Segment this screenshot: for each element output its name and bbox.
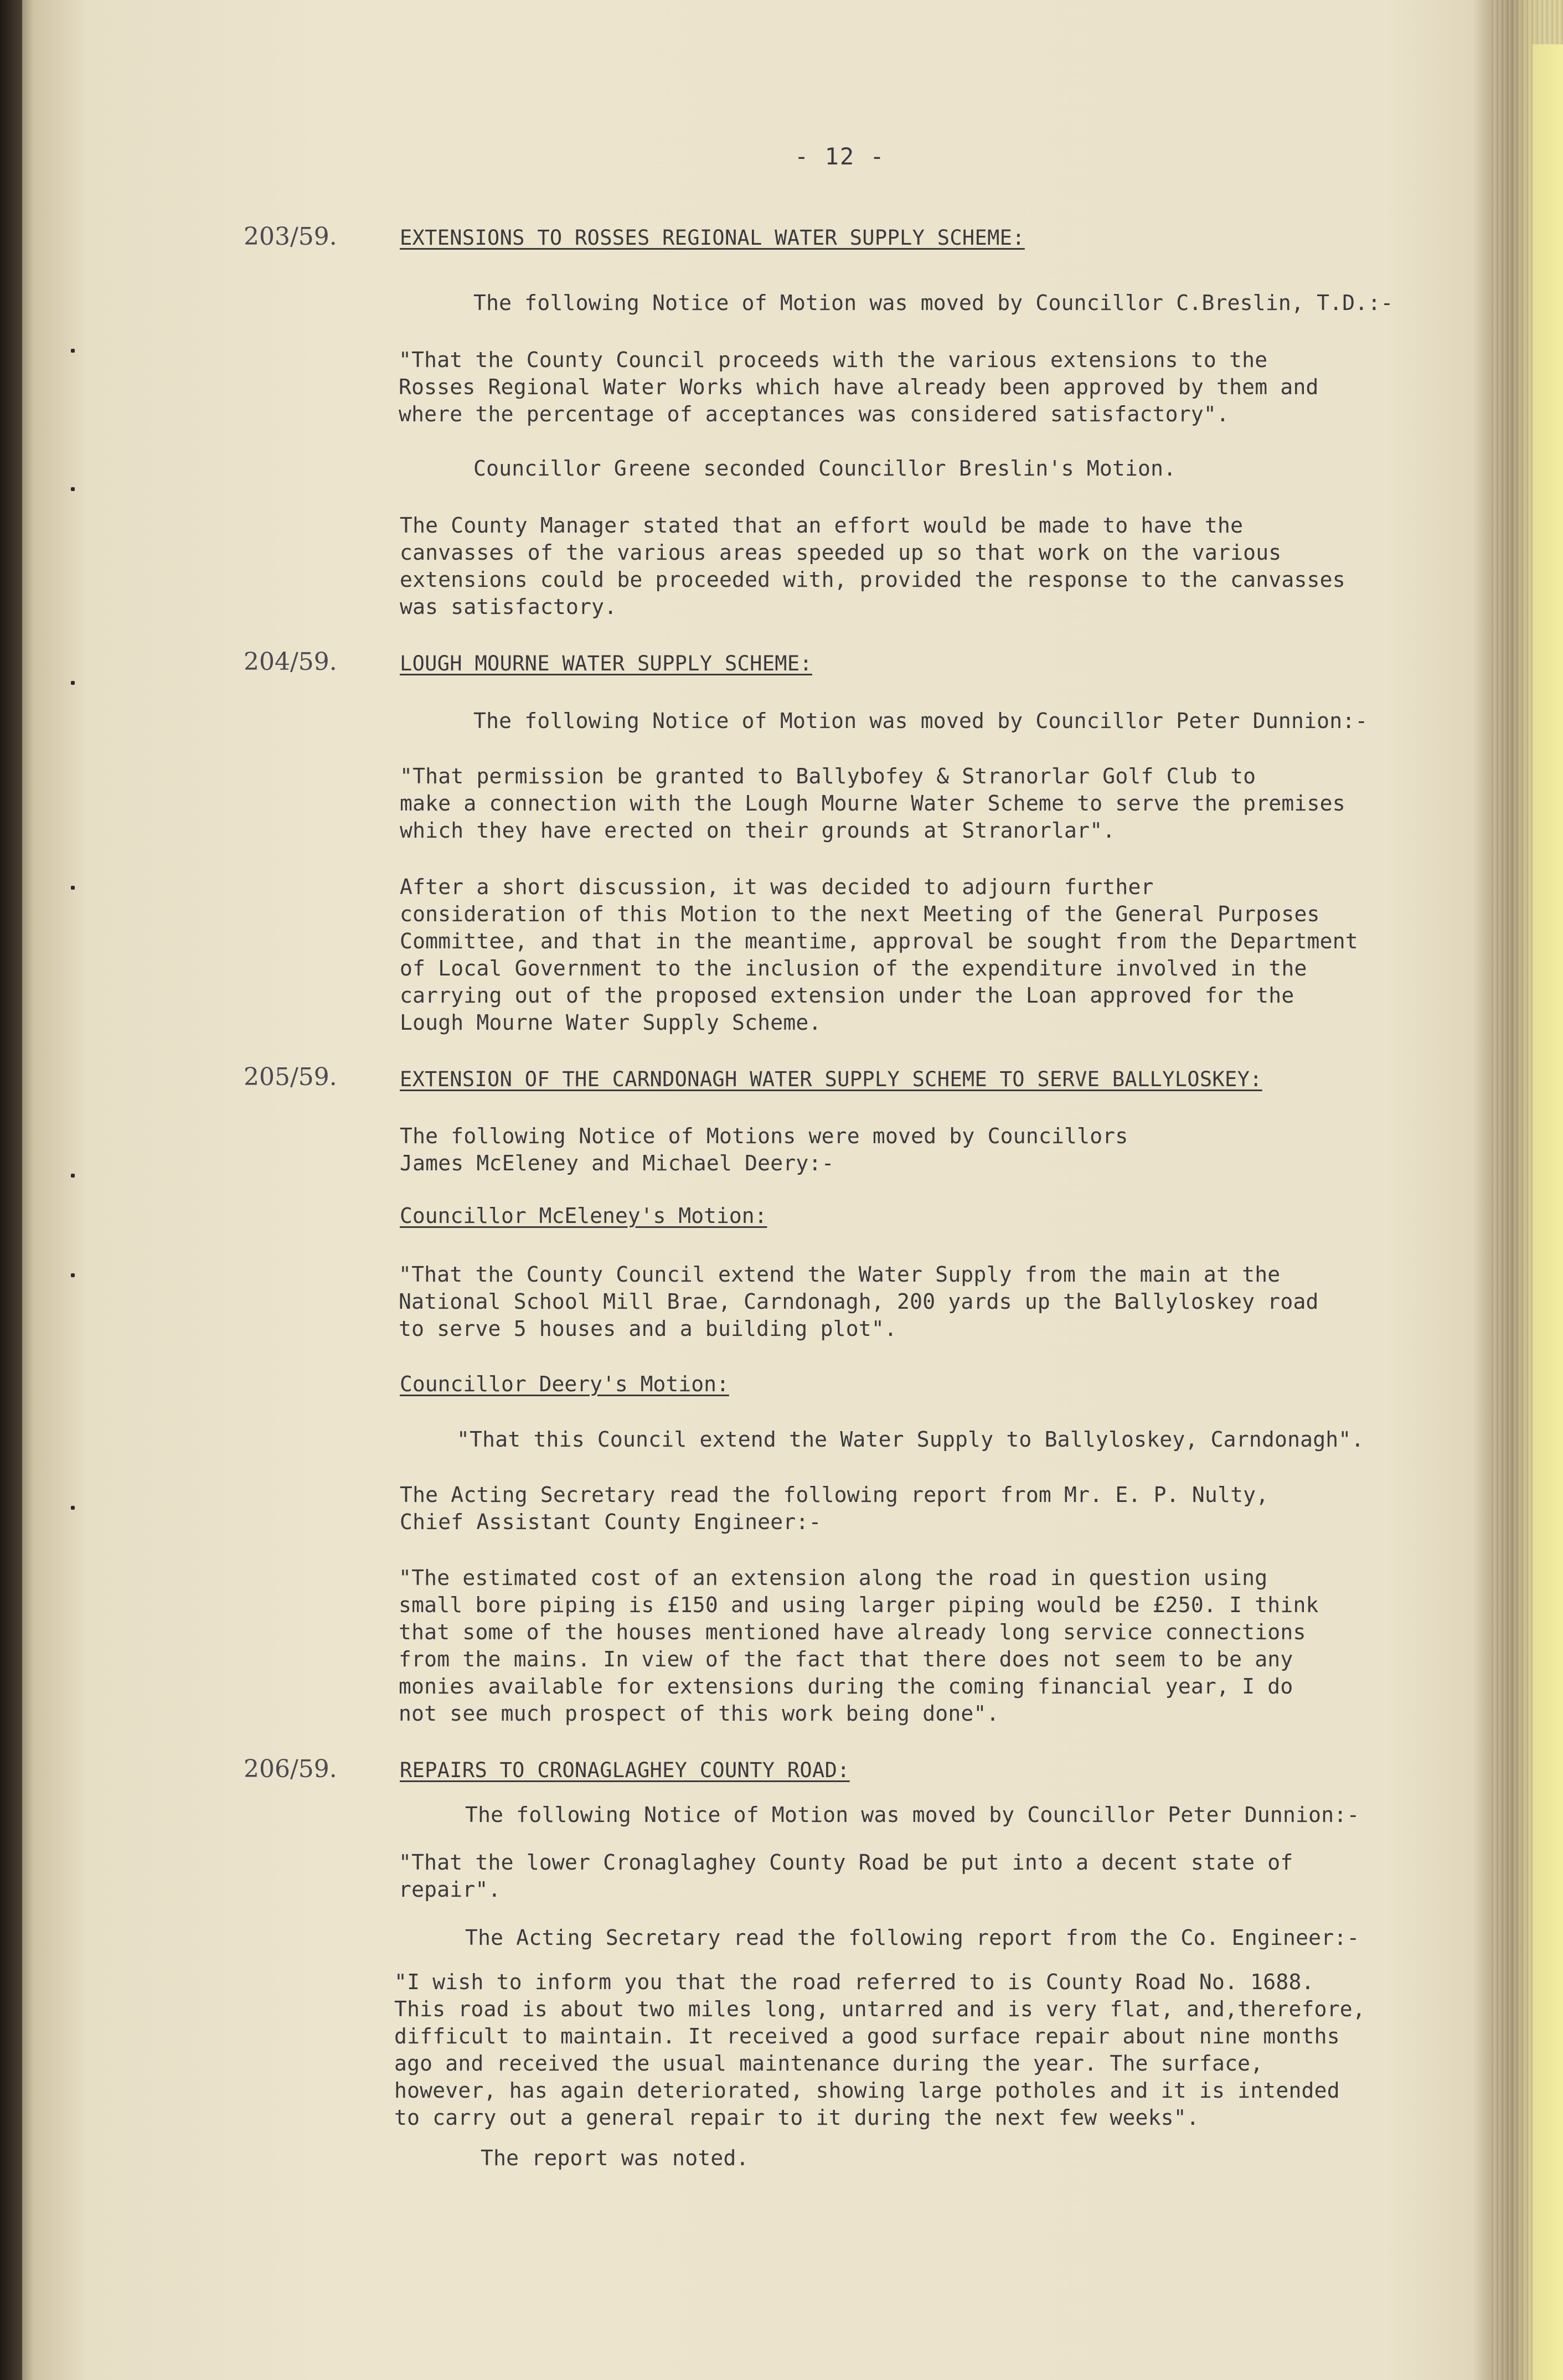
margin-mark <box>71 349 75 353</box>
yellow-page-tab <box>1533 44 1563 2380</box>
motion-subheading: Councillor Deery's Motion: <box>400 1372 729 1396</box>
motion-subheading: Councillor McEleney's Motion: <box>400 1204 767 1228</box>
minute-quote: "That the County Council extend the Water Supply from the main at the National School Mill Brae, Carndonagh, 200 yards up the Ballyloskey road to serve 5 houses and a building plot". <box>399 1262 1319 1341</box>
minute-paragraph: The following Notice of Motion was moved by Councillor Peter Dunnion:- <box>465 1803 1360 1827</box>
minute-quote: "That the County Council proceeds with the various extensions to the Rosses Regional Water Works which have already been approved by them and where the percentage of acceptances was considered satisfactory". <box>399 348 1319 426</box>
minute-paragraph: The County Manager stated that an effort would be made to have the canvasses of the various areas speeded up so that work on the various extensions could be proceeded with, provided the response to the canvasses was satisfactory. <box>400 513 1345 619</box>
margin-mark <box>71 886 75 890</box>
minute-ref: 206/59. <box>244 1755 337 1783</box>
minute-ref: 203/59. <box>244 223 337 251</box>
minute-heading: EXTENSION OF THE CARNDONAGH WATER SUPPLY SCHEME TO SERVE BALLYLOSKEY: <box>400 1067 1262 1091</box>
minute-paragraph: Councillor Greene seconded Councillor Breslin's Motion. <box>473 456 1177 481</box>
minute-quote: "The estimated cost of an extension along the road in question using small bore piping is £150 and using larger piping would be £250. I think that some of the houses mentioned have already long service connections from the mains. In view of the fact that there does not seem to be any monies available for extensions during the coming financial year, I do not see much prospect of this work being done". <box>399 1566 1319 1726</box>
margin-mark <box>71 1174 75 1178</box>
page-number: - 12 - <box>795 143 885 170</box>
minutes-page <box>22 0 1495 2380</box>
margin-mark <box>71 1273 75 1277</box>
margin-mark <box>71 1506 75 1510</box>
margin-mark <box>71 681 75 685</box>
minute-paragraph: The Acting Secretary read the following report from Mr. E. P. Nulty, Chief Assistant County Engineer:- <box>400 1483 1269 1534</box>
margin-mark <box>71 487 75 491</box>
minute-quote: "That this Council extend the Water Supply to Ballyloskey, Carndonagh". <box>457 1427 1364 1452</box>
book-binding-edge <box>0 0 22 2380</box>
minute-ref: 205/59. <box>244 1063 337 1091</box>
minute-ref: 204/59. <box>244 648 337 676</box>
minute-heading: LOUGH MOURNE WATER SUPPLY SCHEME: <box>400 652 813 675</box>
minute-paragraph: The following Notice of Motion was moved by Councillor C.Breslin, T.D.:- <box>473 291 1394 315</box>
minute-paragraph: The Acting Secretary read the following report from the Co. Engineer:- <box>465 1925 1360 1950</box>
minute-quote: "I wish to inform you that the road referred to is County Road No. 1688. This road is about two miles long, untarred and is very flat, and,therefore, difficult to maintain. It received a good surface repair about nine months ago and received the usual maintenance during the year. The surface, however, has again deteriorated, showing large potholes and it is intended to carry out a general repair to it during the next few weeks". <box>394 1970 1365 2130</box>
minute-paragraph: After a short discussion, it was decided to adjourn further consideration of this Motion to the next Meeting of the General Purposes Committee, and that in the meantime, approval be sought from the Department of Local Government to the inclusion of the expenditure involved in the carrying out of the proposed extension under the Loan approved for the Lough Mourne Water Supply Scheme. <box>400 875 1358 1035</box>
minute-heading: EXTENSIONS TO ROSSES REGIONAL WATER SUPPLY SCHEME: <box>400 226 1025 250</box>
minute-quote: "That permission be granted to Ballybofey & Stranorlar Golf Club to make a connection with the Lough Mourne Water Scheme to serve the premises which they have erected on their grounds at Stranorlar". <box>400 764 1345 843</box>
minute-paragraph: The following Notice of Motion was moved by Councillor Peter Dunnion:- <box>473 709 1368 733</box>
minute-paragraph: The report was noted. <box>481 2146 749 2170</box>
minute-quote: "That the lower Cronaglaghey County Road be put into a decent state of repair". <box>399 1850 1293 1902</box>
minute-heading: REPAIRS TO CRONAGLAGHEY COUNTY ROAD: <box>400 1758 850 1782</box>
minute-paragraph: The following Notice of Motions were moved by Councillors James McEleney and Michael Deery:- <box>400 1124 1128 1175</box>
